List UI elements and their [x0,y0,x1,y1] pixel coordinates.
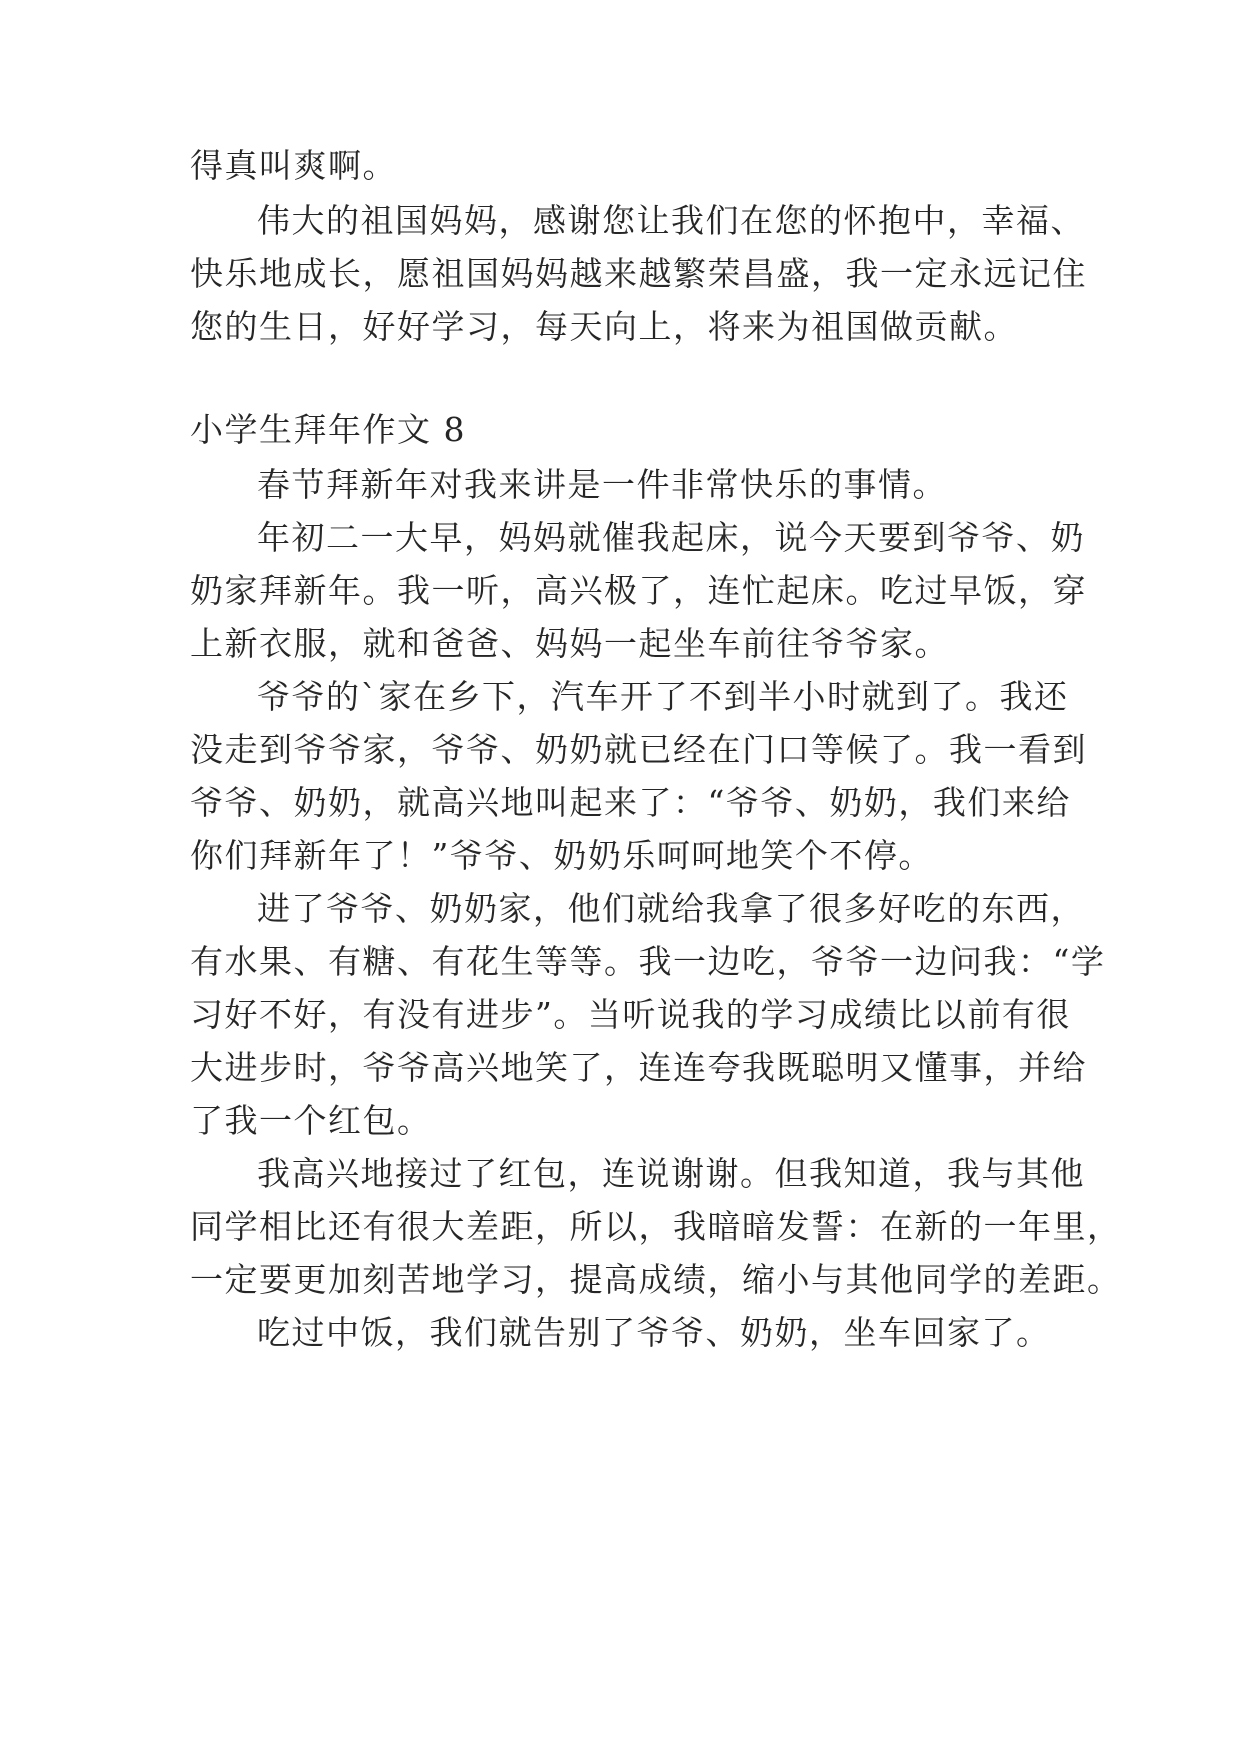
continuation-line: 得真叫爽啊。 [190,146,397,185]
paragraph-5-line: 我高兴地接过了红包，连说谢谢。但我知道，我与其他 [257,1154,1085,1193]
closing-paragraph-line: 快乐地成长，愿祖国妈妈越来越繁荣昌盛，我一定永远记住 [190,254,1087,293]
paragraph-5-line: 一定要更加刻苦地学习，提高成绩，缩小与其他同学的差距。 [190,1260,1122,1299]
paragraph-6-line: 吃过中饭，我们就告别了爷爷、奶奶，坐车回家了。 [257,1313,1051,1352]
paragraph-4-line: 大进步时，爷爷高兴地笑了，连连夸我既聪明又懂事，并给 [190,1048,1087,1087]
closing-paragraph-line: 您的生日，好好学习，每天向上，将来为祖国做贡献。 [190,307,1018,346]
paragraph-3-line: 爷爷的`家在乡下，汽车开了不到半小时就到了。我还 [257,677,1069,716]
closing-paragraph-line: 伟大的祖国妈妈，感谢您让我们在您的怀抱中，幸福、 [257,201,1085,240]
paragraph-5-line: 同学相比还有很大差距，所以，我暗暗发誓：在新的一年里， [190,1207,1122,1246]
paragraph-4-line: 了我一个红包。 [190,1101,432,1140]
paragraph-2-line: 奶家拜新年。我一听，高兴极了，连忙起床。吃过早饭，穿 [190,571,1087,610]
paragraph-4-line: 进了爷爷、奶奶家，他们就给我拿了很多好吃的东西， [257,889,1085,928]
paragraph-4-line: 习好不好，有没有进步”。当听说我的学习成绩比以前有很 [190,995,1071,1034]
paragraph-2-line: 年初二一大早，妈妈就催我起床，说今天要到爷爷、奶 [257,518,1085,557]
paragraph-1-line: 春节拜新年对我来讲是一件非常快乐的事情。 [257,465,947,504]
paragraph-2-line: 上新衣服，就和爸爸、妈妈一起坐车前往爷爷家。 [190,624,949,663]
section-title: 小学生拜年作文 8 [190,410,466,449]
paragraph-3-line: 爷爷、奶奶，就高兴地叫起来了：“爷爷、奶奶，我们来给 [190,783,1071,822]
paragraph-3-line: 你们拜新年了！”爷爷、奶奶乐呵呵地笑个不停。 [190,836,933,875]
paragraph-3-line: 没走到爷爷家，爷爷、奶奶就已经在门口等候了。我一看到 [190,730,1087,769]
paragraph-4-line: 有水果、有糖、有花生等等。我一边吃，爷爷一边问我：“学 [190,942,1106,981]
